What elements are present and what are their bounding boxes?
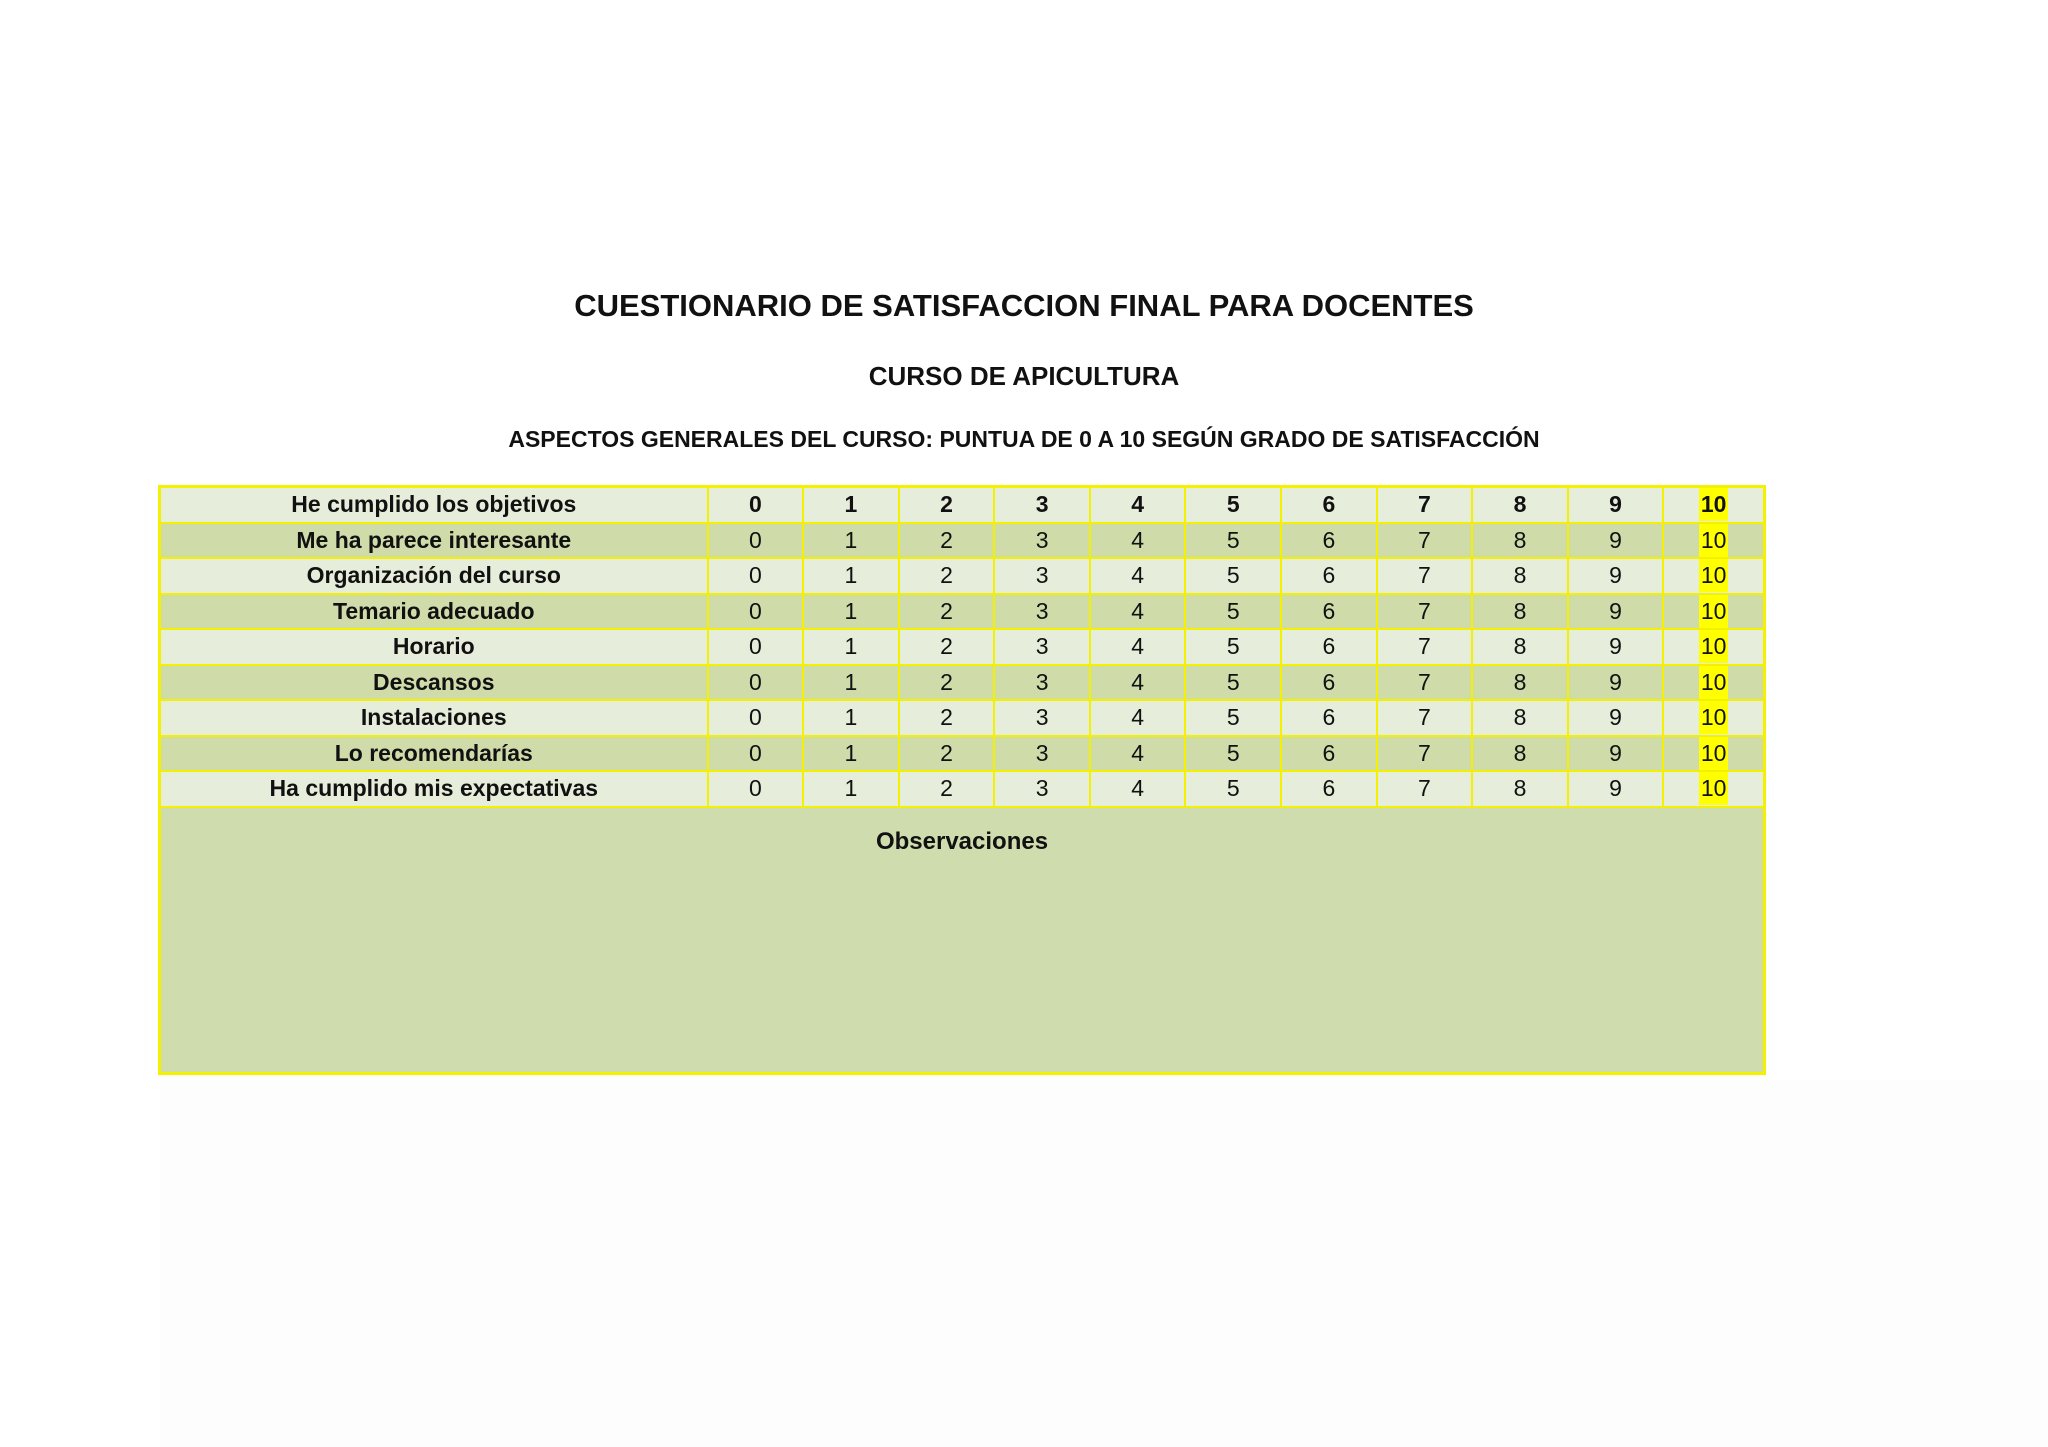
score-option-1[interactable] xyxy=(804,524,900,558)
score-option-4[interactable] xyxy=(1091,488,1187,522)
score-option-0[interactable] xyxy=(709,737,805,771)
score-value: 2 xyxy=(940,562,953,589)
score-value: 4 xyxy=(1131,775,1145,802)
question-label: Lo recomendarías xyxy=(161,737,709,771)
score-option-5[interactable] xyxy=(1186,772,1282,806)
question-label: Me ha parece interesante xyxy=(161,524,709,558)
score-option-1[interactable] xyxy=(804,666,900,700)
score-value: 1 xyxy=(844,775,858,802)
score-value: 7 xyxy=(1418,633,1431,660)
score-option-8[interactable] xyxy=(1473,772,1569,806)
score-value: 8 xyxy=(1513,633,1527,660)
score-value: 5 xyxy=(1226,633,1240,660)
question-row xyxy=(161,595,1763,631)
score-option-2[interactable] xyxy=(900,630,996,664)
score-value: 7 xyxy=(1418,491,1431,518)
score-value: 10 xyxy=(1699,630,1729,663)
score-value: 10 xyxy=(1699,524,1729,557)
score-option-1[interactable] xyxy=(804,488,900,522)
score-value: 8 xyxy=(1513,739,1527,766)
course-name: CURSO DE APICULTURA xyxy=(868,361,1180,391)
instructions-text: ASPECTOS GENERALES DEL CURSO: PUNTUA DE 0 A 10 SEGÚN GRADO DE SATISFACCIÓN xyxy=(508,426,1540,452)
score-option-2[interactable] xyxy=(900,595,996,629)
score-value: 4 xyxy=(1131,739,1145,766)
score-option-10[interactable] xyxy=(1664,488,1763,522)
score-value: 8 xyxy=(1513,562,1527,589)
score-option-4[interactable] xyxy=(1091,524,1187,558)
score-value: 1 xyxy=(844,526,858,553)
score-option-10[interactable] xyxy=(1664,772,1763,806)
score-value: 6 xyxy=(1322,562,1336,589)
score-option-4[interactable] xyxy=(1091,772,1187,806)
score-value: 0 xyxy=(748,668,762,695)
score-option-7[interactable] xyxy=(1378,701,1474,735)
score-value: 2 xyxy=(940,633,953,660)
question-label: He cumplido los objetivos xyxy=(161,488,709,522)
score-option-1[interactable] xyxy=(804,559,900,593)
score-option-0[interactable] xyxy=(709,524,805,558)
score-value: 2 xyxy=(940,491,953,518)
score-value: 3 xyxy=(1035,668,1049,695)
score-value: 10 xyxy=(1699,772,1729,805)
score-option-5[interactable] xyxy=(1186,488,1282,522)
score-value: 0 xyxy=(748,526,762,553)
score-option-2[interactable] xyxy=(900,737,996,771)
score-value: 1 xyxy=(844,739,858,766)
score-option-9[interactable] xyxy=(1569,595,1665,629)
score-option-5[interactable] xyxy=(1186,524,1282,558)
score-option-9[interactable] xyxy=(1569,701,1665,735)
score-option-7[interactable] xyxy=(1378,630,1474,664)
score-option-9[interactable] xyxy=(1569,488,1665,522)
score-option-10[interactable] xyxy=(1664,630,1763,664)
score-value: 0 xyxy=(748,704,762,731)
score-option-6[interactable] xyxy=(1282,559,1378,593)
score-option-3[interactable] xyxy=(995,630,1091,664)
page-background xyxy=(160,1080,2048,1447)
score-option-7[interactable] xyxy=(1378,737,1474,771)
score-option-4[interactable] xyxy=(1091,737,1187,771)
score-option-5[interactable] xyxy=(1186,595,1282,629)
score-value: 7 xyxy=(1418,562,1431,589)
score-option-3[interactable] xyxy=(995,772,1091,806)
score-value: 0 xyxy=(748,739,762,766)
question-label: Ha cumplido mis expectativas xyxy=(161,772,709,806)
score-option-3[interactable] xyxy=(995,666,1091,700)
score-option-6[interactable] xyxy=(1282,666,1378,700)
score-value: 6 xyxy=(1322,668,1336,695)
question-row xyxy=(161,488,1763,524)
score-option-3[interactable] xyxy=(995,488,1091,522)
score-option-8[interactable] xyxy=(1473,630,1569,664)
score-option-5[interactable] xyxy=(1186,737,1282,771)
score-value: 5 xyxy=(1226,491,1240,518)
score-value: 9 xyxy=(1609,775,1622,802)
score-value: 5 xyxy=(1226,597,1240,624)
score-option-9[interactable] xyxy=(1569,772,1665,806)
question-label: Descansos xyxy=(161,666,709,700)
score-value: 0 xyxy=(748,491,762,518)
score-option-5[interactable] xyxy=(1186,666,1282,700)
score-option-8[interactable] xyxy=(1473,559,1569,593)
score-option-5[interactable] xyxy=(1186,701,1282,735)
score-option-6[interactable] xyxy=(1282,701,1378,735)
score-value: 0 xyxy=(748,597,762,624)
score-value: 6 xyxy=(1322,526,1336,553)
score-option-3[interactable] xyxy=(995,701,1091,735)
score-value: 7 xyxy=(1418,668,1431,695)
score-value: 4 xyxy=(1131,633,1145,660)
score-option-4[interactable] xyxy=(1091,595,1187,629)
score-option-3[interactable] xyxy=(995,595,1091,629)
score-option-2[interactable] xyxy=(900,701,996,735)
score-value: 10 xyxy=(1699,559,1729,592)
question-row xyxy=(161,737,1763,773)
score-option-1[interactable] xyxy=(804,701,900,735)
score-value: 3 xyxy=(1035,739,1049,766)
score-option-0[interactable] xyxy=(709,595,805,629)
score-value: 9 xyxy=(1609,633,1622,660)
score-value: 0 xyxy=(748,633,762,660)
score-option-4[interactable] xyxy=(1091,630,1187,664)
question-row xyxy=(161,666,1763,702)
score-value: 3 xyxy=(1035,775,1049,802)
score-option-1[interactable] xyxy=(804,630,900,664)
score-option-3[interactable] xyxy=(995,524,1091,558)
score-value: 9 xyxy=(1609,526,1622,553)
score-option-6[interactable] xyxy=(1282,630,1378,664)
score-option-5[interactable] xyxy=(1186,559,1282,593)
score-value: 8 xyxy=(1513,704,1527,731)
score-value: 7 xyxy=(1418,775,1431,802)
score-value: 10 xyxy=(1699,488,1729,521)
score-value: 6 xyxy=(1322,704,1336,731)
score-option-7[interactable] xyxy=(1378,772,1474,806)
score-option-10[interactable] xyxy=(1664,595,1763,629)
score-option-7[interactable] xyxy=(1378,524,1474,558)
score-value: 8 xyxy=(1513,775,1527,802)
score-option-7[interactable] xyxy=(1378,595,1474,629)
score-option-0[interactable] xyxy=(709,666,805,700)
score-value: 9 xyxy=(1609,668,1622,695)
score-option-0[interactable] xyxy=(709,559,805,593)
score-option-9[interactable] xyxy=(1569,559,1665,593)
question-row xyxy=(161,559,1763,595)
score-value: 2 xyxy=(940,739,953,766)
score-value: 9 xyxy=(1609,491,1622,518)
score-value: 0 xyxy=(748,562,762,589)
score-option-2[interactable] xyxy=(900,772,996,806)
score-value: 2 xyxy=(940,668,953,695)
observations-box[interactable] xyxy=(161,808,1763,1072)
score-value: 6 xyxy=(1322,633,1336,660)
score-value: 1 xyxy=(844,597,858,624)
score-value: 5 xyxy=(1226,739,1240,766)
score-value: 6 xyxy=(1322,739,1336,766)
score-value: 2 xyxy=(940,775,953,802)
score-value: 2 xyxy=(940,704,953,731)
score-option-6[interactable] xyxy=(1282,524,1378,558)
question-row xyxy=(161,772,1763,808)
score-value: 2 xyxy=(940,597,953,624)
score-value: 7 xyxy=(1418,739,1431,766)
score-option-6[interactable] xyxy=(1282,488,1378,522)
score-option-8[interactable] xyxy=(1473,524,1569,558)
observations-label: Observaciones xyxy=(875,827,1049,855)
question-label: Temario adecuado xyxy=(161,595,709,629)
score-value: 9 xyxy=(1609,562,1622,589)
question-label: Horario xyxy=(161,630,709,664)
score-value: 1 xyxy=(844,668,858,695)
score-value: 3 xyxy=(1035,597,1049,624)
score-option-2[interactable] xyxy=(900,488,996,522)
score-option-10[interactable] xyxy=(1664,701,1763,735)
score-value: 7 xyxy=(1418,526,1431,553)
score-value: 1 xyxy=(844,704,858,731)
score-value: 5 xyxy=(1226,775,1240,802)
score-value: 5 xyxy=(1226,668,1240,695)
score-value: 5 xyxy=(1226,562,1240,589)
score-value: 5 xyxy=(1226,704,1240,731)
score-option-6[interactable] xyxy=(1282,737,1378,771)
score-option-4[interactable] xyxy=(1091,666,1187,700)
score-option-2[interactable] xyxy=(900,666,996,700)
score-value: 8 xyxy=(1513,491,1527,518)
question-label: Instalaciones xyxy=(161,701,709,735)
score-value: 10 xyxy=(1699,701,1729,734)
score-value: 9 xyxy=(1609,597,1622,624)
score-option-9[interactable] xyxy=(1569,666,1665,700)
score-option-8[interactable] xyxy=(1473,737,1569,771)
score-value: 6 xyxy=(1322,491,1336,518)
score-option-8[interactable] xyxy=(1473,701,1569,735)
score-option-5[interactable] xyxy=(1186,630,1282,664)
score-value: 9 xyxy=(1609,704,1622,731)
score-value: 5 xyxy=(1226,526,1240,553)
score-value: 2 xyxy=(940,526,953,553)
score-option-10[interactable] xyxy=(1664,737,1763,771)
score-option-6[interactable] xyxy=(1282,595,1378,629)
score-value: 1 xyxy=(844,633,858,660)
score-option-1[interactable] xyxy=(804,737,900,771)
score-option-4[interactable] xyxy=(1091,701,1187,735)
score-option-8[interactable] xyxy=(1473,666,1569,700)
score-option-0[interactable] xyxy=(709,488,805,522)
score-option-9[interactable] xyxy=(1569,630,1665,664)
score-option-9[interactable] xyxy=(1569,524,1665,558)
score-value: 4 xyxy=(1131,491,1145,518)
question-label: Organización del curso xyxy=(161,559,709,593)
score-value: 9 xyxy=(1609,739,1622,766)
score-value: 7 xyxy=(1418,597,1431,624)
score-option-7[interactable] xyxy=(1378,488,1474,522)
score-value: 6 xyxy=(1322,775,1336,802)
score-value: 10 xyxy=(1699,737,1729,770)
score-value: 1 xyxy=(844,562,858,589)
score-option-0[interactable] xyxy=(709,630,805,664)
score-value: 3 xyxy=(1035,562,1049,589)
score-option-10[interactable] xyxy=(1664,666,1763,700)
score-value: 3 xyxy=(1035,526,1049,553)
score-value: 4 xyxy=(1131,526,1145,553)
score-value: 3 xyxy=(1035,491,1049,518)
score-option-8[interactable] xyxy=(1473,595,1569,629)
score-option-10[interactable] xyxy=(1664,559,1763,593)
score-value: 4 xyxy=(1131,704,1145,731)
score-option-0[interactable] xyxy=(709,701,805,735)
score-option-3[interactable] xyxy=(995,559,1091,593)
score-option-0[interactable] xyxy=(709,772,805,806)
question-row xyxy=(161,701,1763,737)
satisfaction-table xyxy=(158,485,1766,1075)
score-option-9[interactable] xyxy=(1569,737,1665,771)
score-option-7[interactable] xyxy=(1378,559,1474,593)
score-value: 4 xyxy=(1131,668,1145,695)
score-option-4[interactable] xyxy=(1091,559,1187,593)
score-value: 6 xyxy=(1322,597,1336,624)
form-title: CUESTIONARIO DE SATISFACCION FINAL PARA DOCENTES xyxy=(574,288,1474,323)
score-value: 8 xyxy=(1513,526,1527,553)
score-option-1[interactable] xyxy=(804,772,900,806)
score-value: 10 xyxy=(1699,666,1729,699)
question-row xyxy=(161,524,1763,560)
score-option-3[interactable] xyxy=(995,737,1091,771)
score-option-7[interactable] xyxy=(1378,666,1474,700)
score-value: 7 xyxy=(1418,704,1431,731)
score-value: 0 xyxy=(748,775,762,802)
score-option-1[interactable] xyxy=(804,595,900,629)
score-value: 8 xyxy=(1513,668,1527,695)
score-value: 1 xyxy=(844,491,858,518)
score-option-2[interactable] xyxy=(900,559,996,593)
score-value: 4 xyxy=(1131,597,1145,624)
score-option-10[interactable] xyxy=(1664,524,1763,558)
score-value: 4 xyxy=(1131,562,1145,589)
score-value: 8 xyxy=(1513,597,1527,624)
score-value: 3 xyxy=(1035,704,1049,731)
score-option-2[interactable] xyxy=(900,524,996,558)
score-option-6[interactable] xyxy=(1282,772,1378,806)
question-rows xyxy=(161,488,1763,808)
score-value: 3 xyxy=(1035,633,1049,660)
score-value: 10 xyxy=(1699,595,1729,628)
score-option-8[interactable] xyxy=(1473,488,1569,522)
question-row xyxy=(161,630,1763,666)
